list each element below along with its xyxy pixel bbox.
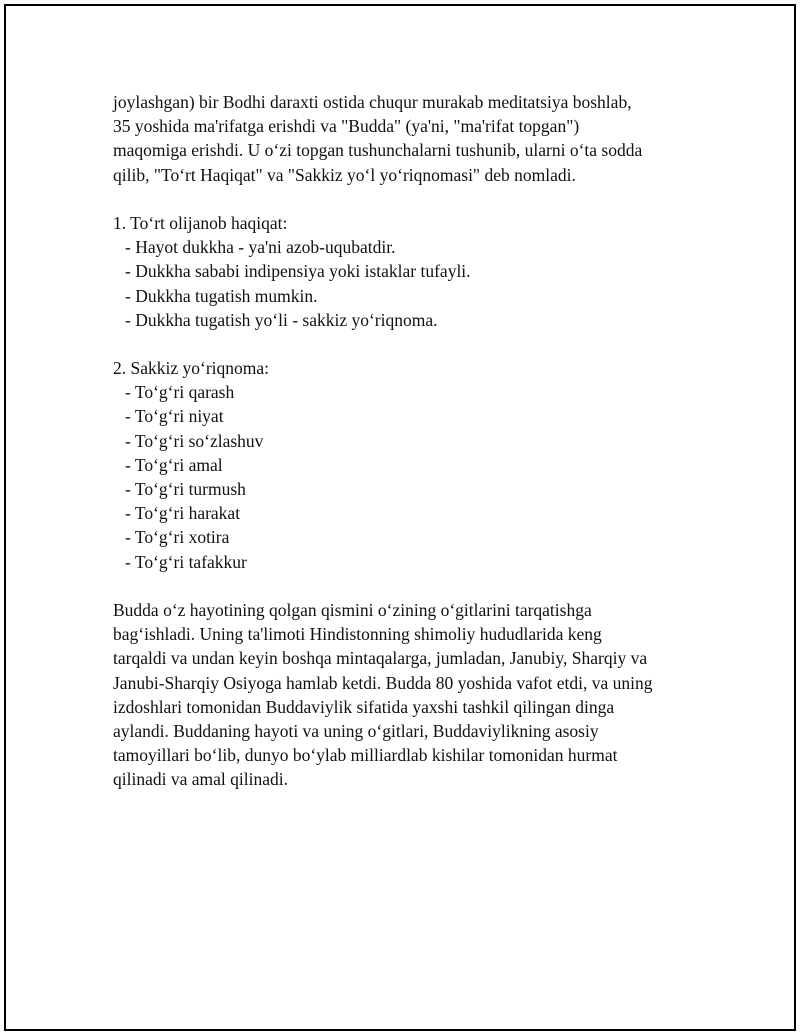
list-item: - Toʻgʻri xotira bbox=[125, 527, 230, 548]
paragraph-line: tarqaldi va undan keyin boshqa mintaqalarga, jumladan, Janubiy, Sharqiy va bbox=[113, 648, 648, 669]
list-item: - Toʻgʻri qarash bbox=[125, 382, 235, 403]
paragraph-line: joylashgan) bir Bodhi daraxti ostida chuqur murakab meditatsiya boshlab, bbox=[113, 92, 632, 112]
list-item: - Toʻgʻri amal bbox=[125, 454, 223, 475]
paragraph-line: qilib, "Toʻrt Haqiqat" va "Sakkiz yoʻl yoʻriqnomasi" deb nomladi. bbox=[113, 164, 576, 185]
paragraph-line: maqomiga erishdi. U oʻzi topgan tushunchalarni tushunib, ularni oʻta sodda bbox=[113, 140, 643, 161]
list-item: - Hayot dukkha - ya'ni azob-uqubatdir. bbox=[125, 237, 396, 258]
spacer bbox=[113, 187, 693, 211]
intro-paragraph bbox=[113, 90, 693, 187]
paragraph-line: 35 yoshida ma'rifatga erishdi va "Budda" (ya'ni, "ma'rifat topgan") bbox=[113, 116, 580, 137]
paragraph-line: Budda oʻz hayotining qolgan qismini oʻzining oʻgitlarini tarqatishga bbox=[113, 599, 592, 620]
paragraph-line: qilinadi va amal qilinadi. bbox=[113, 769, 288, 790]
list-item: - Dukkha sababi indipensiya yoki istaklar tufayli. bbox=[125, 261, 471, 282]
document-body bbox=[113, 90, 693, 791]
section-heading: 2. Sakkiz yoʻriqnoma: bbox=[113, 358, 270, 379]
paragraph-line: bagʻishladi. Uning ta'limoti Hindistonning shimoliy hududlarida keng bbox=[113, 624, 602, 645]
paragraph-line: aylandi. Buddaning hayoti va uning oʻgitlari, Buddaviylikning asosiy bbox=[113, 720, 599, 741]
list-item: - Toʻgʻri tafakkur bbox=[125, 551, 247, 572]
four-truths-section bbox=[113, 211, 693, 332]
list-item: - Toʻgʻri niyat bbox=[125, 406, 224, 427]
paragraph-line: tamoyillari boʻlib, dunyo boʻylab milliardlab kishilar tomonidan hurmat bbox=[113, 745, 618, 766]
list-item: - Toʻgʻri turmush bbox=[125, 479, 246, 499]
section-heading: 1. Toʻrt olijanob haqiqat: bbox=[113, 212, 288, 233]
closing-paragraph bbox=[113, 598, 693, 792]
paragraph-line: izdoshlari tomonidan Buddaviylik sifatida yaxshi tashkil qilingan dinga bbox=[113, 696, 615, 717]
list-item: - Dukkha tugatish mumkin. bbox=[125, 285, 318, 306]
spacer bbox=[113, 332, 693, 356]
paragraph-line: Janubi-Sharqiy Osiyoga hamlab ketdi. Budda 80 yoshida vafot etdi, va uning bbox=[113, 672, 653, 693]
list-item: - Dukkha tugatish yoʻli - sakkiz yoʻriqnoma. bbox=[125, 309, 438, 330]
list-item: - Toʻgʻri harakat bbox=[125, 503, 241, 524]
eightfold-path-section bbox=[113, 356, 693, 574]
list-item: - Toʻgʻri soʻzlashuv bbox=[125, 430, 264, 451]
spacer bbox=[113, 574, 693, 598]
